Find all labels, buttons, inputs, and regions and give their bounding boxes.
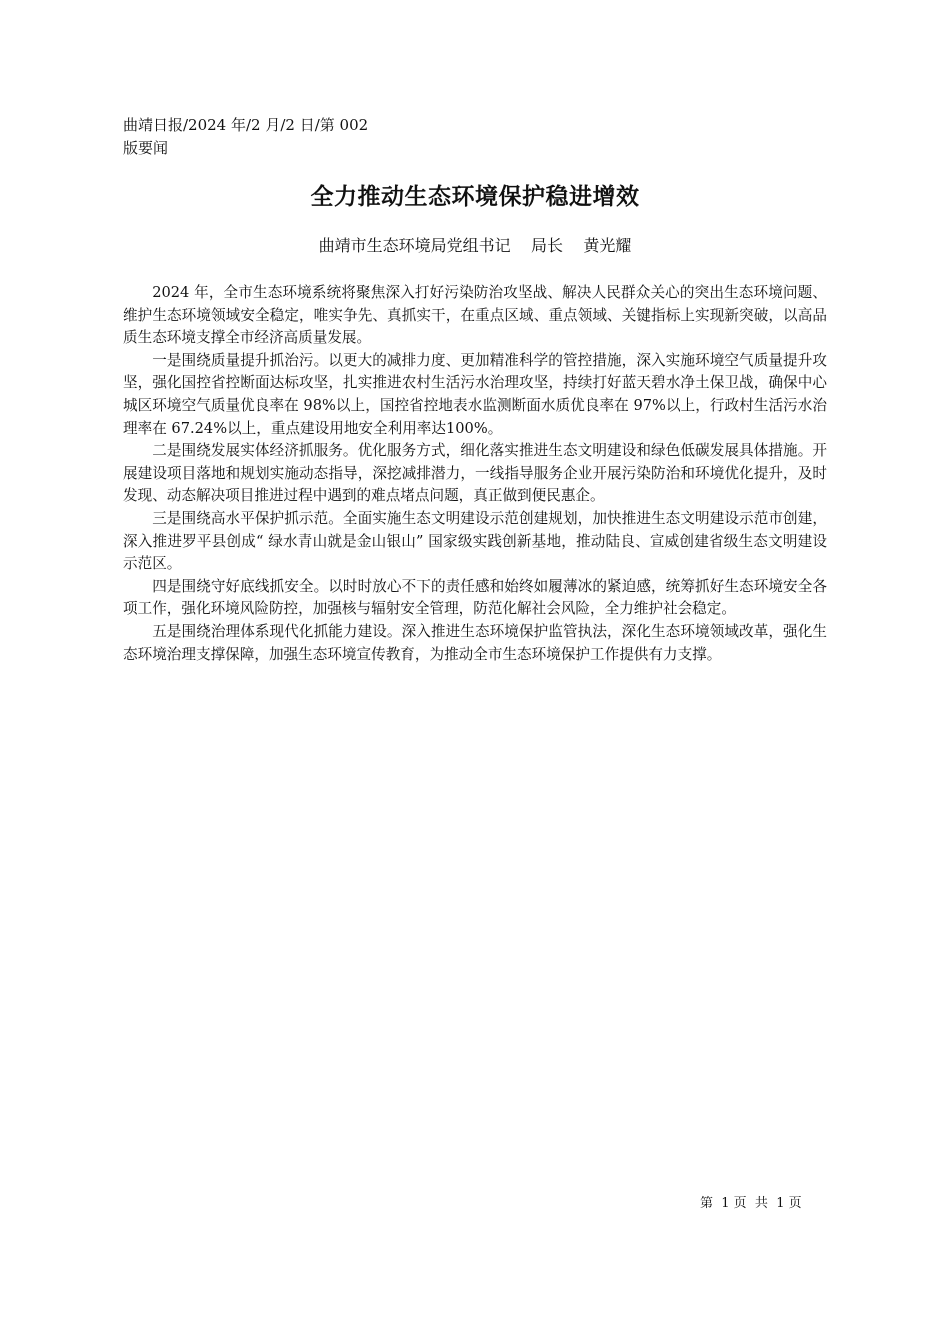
source-line-1: 曲靖日报/2024 年/2 月/2 日/第 002 <box>123 116 369 134</box>
source-line-2: 版要闻 <box>123 139 169 157</box>
author-byline: 曲靖市生态环境局党组书记 局长 黄光耀 <box>318 236 632 255</box>
publication-source <box>123 114 443 160</box>
paragraph-intro: 2024 年，全市生态环境系统将聚焦深入打好污染防治攻坚战、解决人民群众关心的突出生态环境问题、维护生态环境领域安全稳定，唯实争先、真抓实干，在重点区域、重点领域、关键指标上实现新突破，以高品质生态环境支撑全市经济高质量发展。 <box>123 284 827 347</box>
paragraph-1: 一是围绕质量提升抓治污。以更大的减排力度、更加精准科学的管控措施，深入实施环境空气质量提升攻坚，强化国控省控断面达标攻坚，扎实推进农村生活污水治理攻坚，持续打好蓝天碧水净土保卫战，确保中心城区环境空气质量优良率在 98%以上，国控省控地表水监测断面水质优良率在 97%以上，行政村生活污水治理率在 67.24%以上，重点建设用地安全利用率达100%。 <box>123 351 827 437</box>
article-title: 全力推动生态环境保护稳进增效 <box>310 184 640 210</box>
paragraph-2: 二是围绕发展实体经济抓服务。优化服务方式，细化落实推进生态文明建设和绿色低碳发展具体措施。开展建设项目落地和规划实施动态指导，深挖减排潜力，一线指导服务企业开展污染防治和环境优化提升，及时发现、动态解决项目推进过程中遇到的难点堵点问题，真正做到便民惠企。 <box>123 442 827 505</box>
paragraph-4: 四是围绕守好底线抓安全。以时时放心不下的责任感和始终如履薄冰的紧迫感，统筹抓好生态环境安全各项工作，强化环境风险防控，加强核与辐射安全管理，防范化解社会风险，全力维护社会稳定。 <box>123 577 827 618</box>
paragraph-5: 五是围绕治理体系现代化抓能力建设。深入推进生态环境保护监管执法，深化生态环境领域改革，强化生态环境治理支撑保障，加强生态环境宣传教育，为推动全市生态环境保护工作提供有力支撑。 <box>123 622 827 663</box>
article-body <box>123 282 827 666</box>
page-number: 第 1 页 共 1 页 <box>700 1196 802 1211</box>
paragraph-3: 三是围绕高水平保护抓示范。全面实施生态文明建设示范创建规划，加快推进生态文明建设示范市创建，深入推进罗平县创成“ 绿水青山就是金山银山” 国家级实践创新基地，推动陆良、宣威创建省级生态文明建设示范区。 <box>123 509 827 573</box>
